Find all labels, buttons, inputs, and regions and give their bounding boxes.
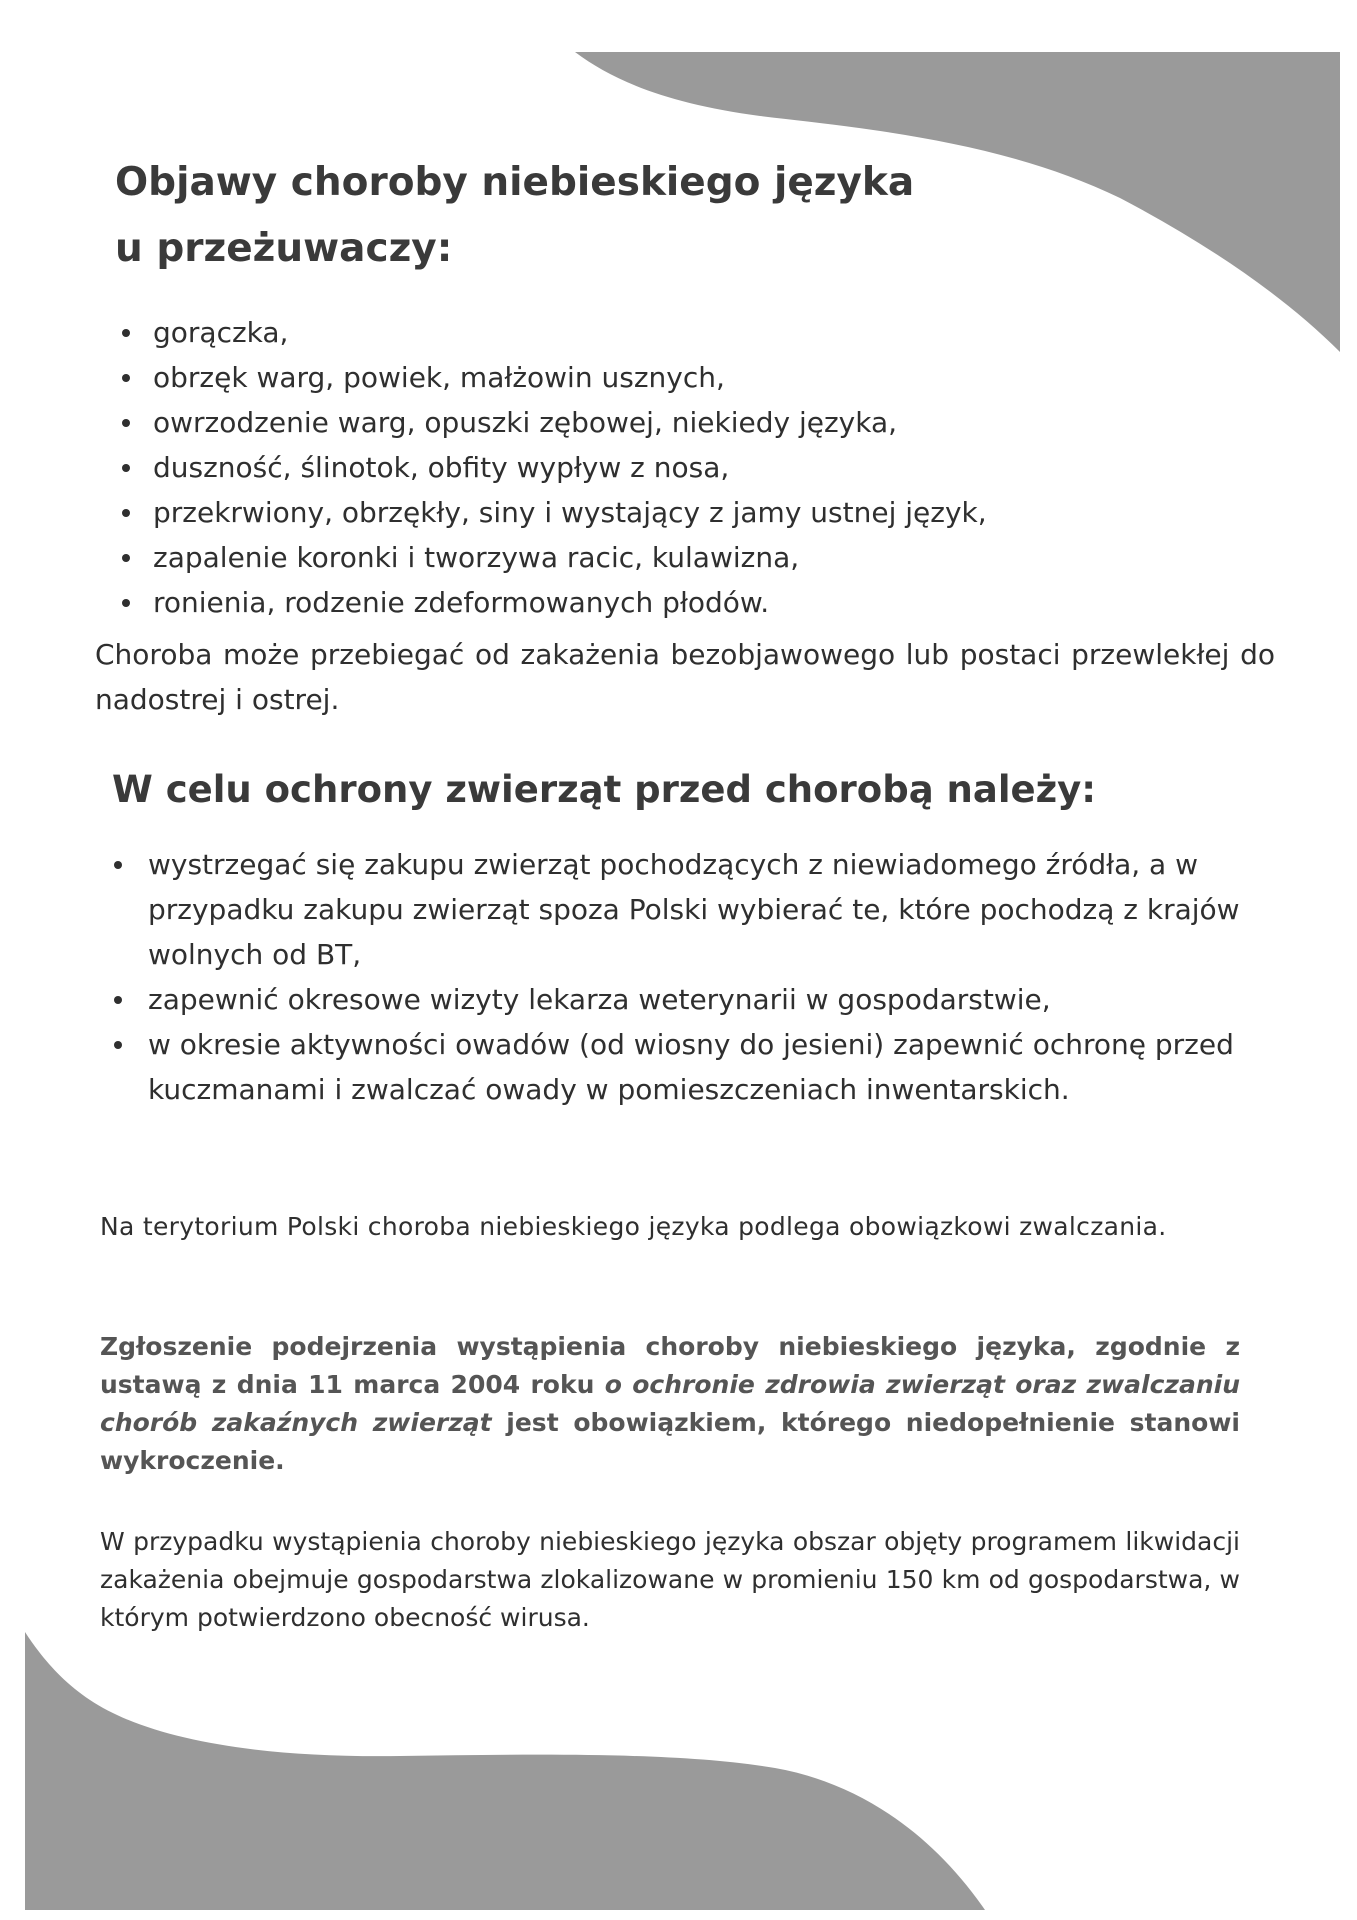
symptoms-list [115, 310, 1265, 625]
act-title: o ochronie zdrowia zwierząt oraz zwalczaniu chorób zakaźnych zwierząt [100, 1370, 1241, 1437]
bottom-left-wave-shape [25, 1632, 985, 1910]
protection-item: wystrzegać się zakupu zwierząt pochodzących z niewiadomego źródła, a w przypadku zakupu zwierząt spoza Polski wybierać te, które pochodzą z krajów wolnych od BT, [110, 842, 1270, 977]
eradication-area-note: W przypadku wystąpienia choroby niebieskiego języka obszar objęty programem likwidacji zakażenia obejmuje gospodarstwa zlokalizowane w promieniu 150 km od gospodarstwa, w którym potwierdzono obecność wirusa. [100, 1527, 1240, 1632]
symptom-item: przekrwiony, obrzękły, siny i wystający z jamy ustnej język, [115, 490, 1265, 535]
protection-list [110, 842, 1270, 1112]
symptom-item: owrzodzenie warg, opuszki zębowej, niekiedy języka, [115, 400, 1265, 445]
reporting-note-part-1: Zgłoszenie podejrzenia wystąpienia choroby niebieskiego języka, zgodnie z ustawą z dnia 11 marca 2004 roku [100, 1332, 1240, 1399]
obligation-note: Na terytorium Polski choroba niebieskiego języka podlega obowiązkowi zwalczania. [100, 1212, 1167, 1241]
disease-course-text: Choroba może przebiegać od zakażenia bezobjawowego lub postaci przewlekłej do nadostrej i ostrej. [95, 638, 1275, 716]
protection-item: zapewnić okresowe wizyty lekarza weterynarii w gospodarstwie, [110, 977, 1270, 1022]
reporting-note-part-3: jest obowiązkiem, którego niedopełnienie stanowi wykroczenie. [100, 1408, 1240, 1475]
symptom-item: zapalenie koronki i tworzywa racic, kulawizna, [115, 535, 1265, 580]
reporting-note [100, 1328, 1240, 1480]
symptom-item: ronienia, rodzenie zdeformowanych płodów. [115, 580, 1265, 625]
symptom-item: gorączka, [115, 310, 1265, 355]
protection-heading: W celu ochrony zwierząt przed chorobą należy: [112, 768, 1097, 811]
symptoms-heading [115, 150, 1015, 282]
symptom-item: obrzęk warg, powiek, małżowin usznych, [115, 355, 1265, 400]
symptom-item: duszność, ślinotok, obfity wypływ z nosa, [115, 445, 1265, 490]
symptoms-heading-line-2: u przeżuwaczy: [115, 226, 453, 271]
protection-item: w okresie aktywności owadów (od wiosny do jesieni) zapewnić ochronę przed kuczmanami i zwalczać owady w pomieszczeniach inwentarskich. [110, 1022, 1270, 1112]
symptoms-heading-line-1: Objawy choroby niebieskiego języka [115, 160, 915, 205]
